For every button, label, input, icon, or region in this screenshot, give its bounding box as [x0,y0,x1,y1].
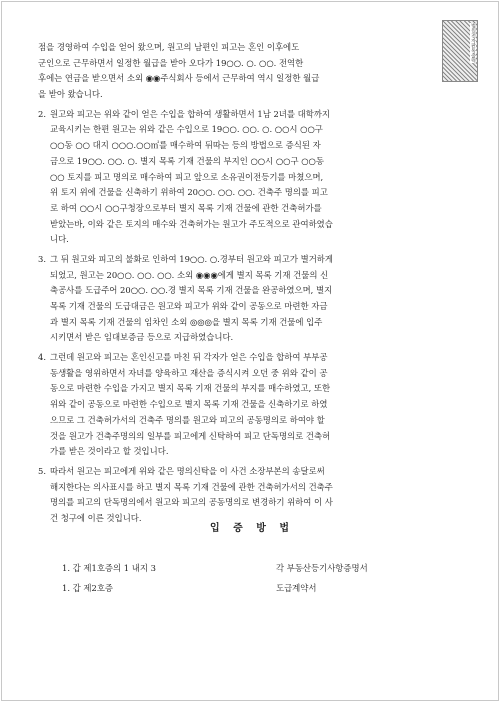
text-line: ○○동 ○○ 대지 ○○○.○○㎡를 매수하여 뒤따는 등의 방법으로 증식된 자 [50,140,321,151]
text-line: 금으로 19○○. ○○. ○. 별지 목록 기재 건물의 부지인 ○○시 ○○구 ○○동 [50,155,324,166]
evidence-list [62,558,422,598]
evidence-item: 1. 갑 제1호증의 1 내지 3 [62,563,156,573]
text-line: 명의를 피고의 단독명의에서 원고와 피고의 공동명의로 변경하기 위하여 이 사 [50,497,333,508]
evidence-description: 각 부동산등기사항증명서 [276,563,368,573]
text-line: 동생활을 영위하면서 자녀를 양육하고 재산을 증식시켜 오던 중 위와 같이 공 [50,367,328,378]
text-line: 으므로 그 건축허가서의 건축주 명의를 원고와 피고의 공동명의로 하여야 할 [50,414,325,425]
text-line: 점을 경영하여 수입을 얻어 왔으며, 원고의 남편인 피고는 혼인 이후에도 [38,42,300,52]
paragraph-number: 4. [38,352,46,363]
text-line: 군인으로 근무하면서 일정한 월급을 받아 오다가 19○○. ○. ○○. 전역한 [38,57,304,68]
evidence-description: 도급계약서 [276,583,317,593]
text-line: 니다. [50,234,69,245]
text-line: 을 받아 왔습니다. [38,89,103,100]
paragraph-5 [38,464,450,527]
text-line: 받았는바, 이와 같은 토지의 매수와 건축허가는 원고가 주도적으로 관여하였습 [50,218,333,229]
text-line: 동으로 마련한 수입을 가지고 별지 목록 기재 건물의 부지를 매수하였고, 또한 [50,383,331,394]
text-line: 축공사를 도급주어 20○○. ○○.경 별지 목록 기재 건물을 완공하였으며, 별지 [50,285,333,296]
paragraph-3 [38,252,450,346]
text-line: 후에는 연금을 받으면서 소외 ◉◉주식회사 등에서 근무하여 역시 일정한 월급 [38,73,320,84]
text-line: 되었고, 원고는 20○○. ○○. ○○. 소외 ◉◉◉에게 별지 목록 기재 건물의 신 [50,269,329,280]
text-line: 가를 받은 것이라고 할 것입니다. [50,446,169,457]
evidence-row [62,578,422,598]
stamp-text: 법원전자판독출력 [470,23,476,63]
paragraph-1-continuation [38,40,450,103]
paragraph-number: 3. [38,253,46,264]
paragraph-number: 2. [38,108,46,119]
text-line: 교육시키는 한편 원고는 위와 같은 수입으로 19○○. ○○. ○. ○○시 ○○구 [50,124,323,135]
evidence-row [62,558,422,578]
text-line: 건 청구에 이른 것입니다. [50,512,142,523]
paragraph-4 [38,350,450,460]
evidence-heading: 입 증 방 법 [209,523,295,534]
document-body [38,40,450,531]
text-line: 해지한다는 의사표시를 하고 별지 목록 기재 건물에 관한 건축허가서의 건축주 [50,481,333,492]
text-line: ○○ 토지를 피고 명의로 매수하여 피고 앞으로 소유권이전등기를 마쳤으며, [50,171,324,182]
text-line: 그런데 원고와 피고는 혼인신고를 마친 뒤 각자가 얻은 수입을 합하여 부부공 [50,352,328,363]
text-line: 위와 같이 공동으로 마련한 수입으로 별지 목록 기재 건물을 신축하기로 하였 [50,399,328,410]
text-line: 위 토지 위에 건물을 신축하기 위하여 20○○. ○○. ○○. 건축주 명의를 피고 [50,187,328,198]
paragraph-2 [38,107,450,248]
text-line: 원고와 피고는 위와 같이 얻은 수입을 합하여 생활하면서 1남 2녀를 대학까지 [50,108,330,119]
text-line: 목록 기재 건물의 도급대금은 원고와 피고가 위와 같이 공동으로 마련한 자금 [50,301,328,311]
paragraph-number: 5. [38,465,46,476]
evidence-item: 1. 갑 제2호증 [62,583,114,593]
text-line: 과 별지 목록 기재 건물의 임차인 소외 ◎◎◎을 별지 목록 기재 건물에 입주 [50,316,323,327]
text-line: 따라서 원고는 피고에게 위와 같은 명의신탁을 이 사건 소장부본의 송달로써 [50,465,325,476]
text-line: 로 하여 ○○시 ○○구청장으로부터 별지 목록 기재 건물에 관한 건축허가를 [50,202,322,213]
text-line: 시키면서 받은 임대보증금 등으로 지급하였습니다. [50,332,234,343]
text-line: 그 뒤 원고와 피고의 불화로 인하여 19○○. ○.경부터 원고와 피고가 별거하게 [50,253,333,264]
document-page [1,1,499,701]
text-line: 것을 원고가 건축주명의의 일부를 피고에게 신탁하여 피고 단독명의로 건축허 [50,430,331,441]
